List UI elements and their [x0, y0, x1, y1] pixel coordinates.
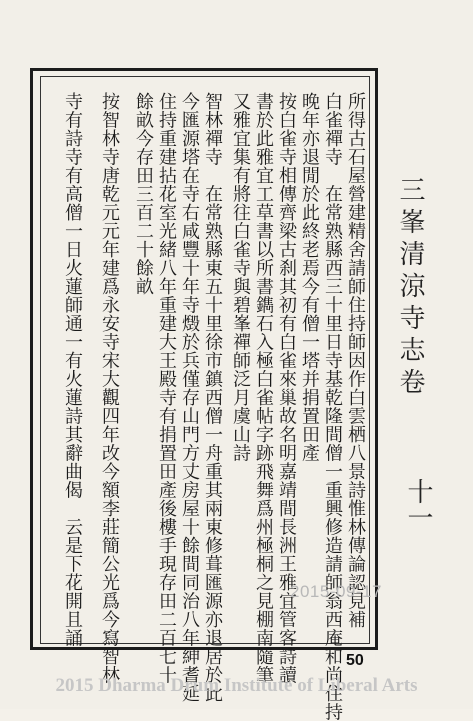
text-column-5: 書於此雅宜工草書以所書鐫石入極白雀帖字跡飛舞爲州極桐之見棚南隨筆	[253, 92, 274, 684]
text-column-8: 今匯源塔在寺右咸豐十年寺燬於兵僅存山門方丈房屋十餘間同治八年紳耆延	[179, 92, 200, 703]
text-column-10: 餘畝今存田三百二十餘畝	[133, 92, 154, 296]
text-column-2: 白雀禪寺 在常熟縣西三十里日寺基乾隆間僧一重興修造請師翁西庵和尚住持	[322, 92, 343, 721]
text-column-11: 按智林寺唐乾元元年建爲永安寺宋大觀四年改今額李莊簡公光爲今寫智林	[99, 92, 120, 684]
section-page-margin: 十一	[403, 478, 433, 530]
text-column-12: 寺有詩寺有高僧一日火蓮師通一有火蓮詩其辭曲偈 云是下花開且誦	[62, 92, 83, 647]
text-column-1: 所得古石屋營建精舍請師住持師因作白雲栖八景詩惟林傳論認見補	[345, 92, 366, 629]
page-number: 50	[346, 652, 364, 669]
text-column-3: 晚年亦退閒於此終老焉今有僧一塔并捐置田產	[299, 92, 320, 462]
book-title-margin: 三峯清涼寺志卷	[395, 176, 425, 400]
watermark: 2015 Dharma Drum Institute of Liberal Arts	[55, 675, 418, 696]
text-column-6: 又雅宜集有將往白雀寺與碧峯禪師泛月虞山詩	[230, 92, 251, 462]
text-column-7: 智林禪寺 在常熟縣東五十里徐市鎮西僧一舟重其兩東修葺匯源亦退居於此	[202, 92, 223, 703]
text-column-4: 按白雀寺相傳齊梁古刹其初有白雀來巢故名明嘉靖間長洲王雅宜管客詩讀	[276, 92, 297, 684]
date-stamp: 2015-09-17	[290, 582, 382, 601]
text-column-9: 住持重建拈花室光緒八年重建大王殿寺有捐置田產後樓手現存田二百七十	[156, 92, 177, 684]
